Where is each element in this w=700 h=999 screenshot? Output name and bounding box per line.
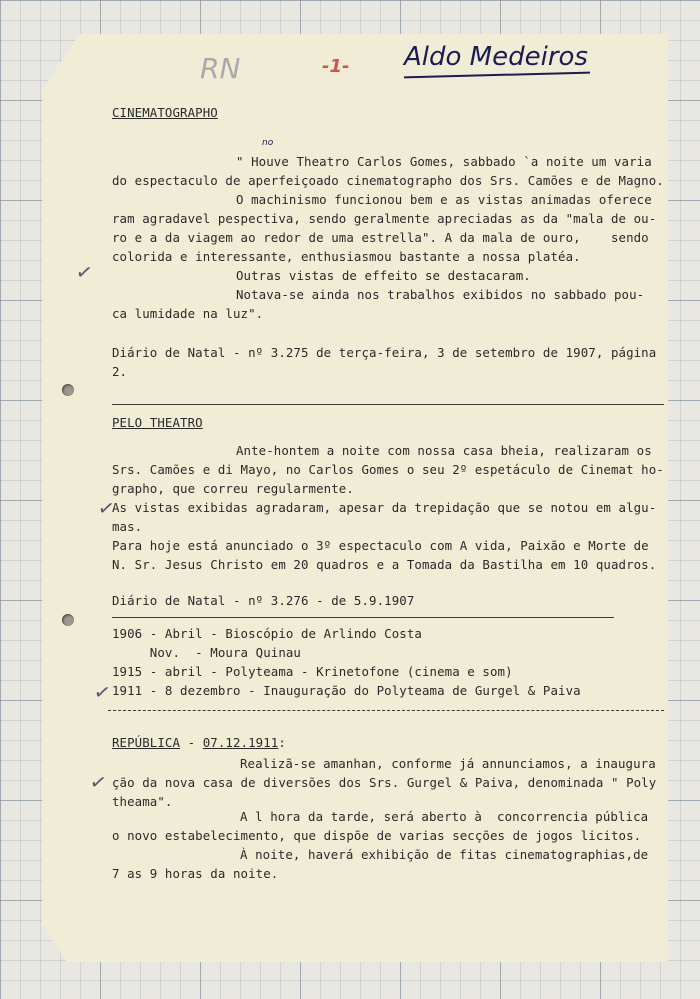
handwritten-annotation: no (262, 138, 274, 148)
paragraph-line: ram agradavel pespectiva, sendo geralmente apreciadas as da "mala de ou- (112, 211, 657, 226)
margin-mark: ✓ (74, 258, 95, 286)
handwritten-author-name: Aldo Medeiros (404, 42, 588, 72)
title-separator: - (180, 735, 203, 750)
paragraph-line: theama". (112, 794, 173, 809)
punch-hole (62, 614, 74, 626)
chronology-item: 1911 - 8 dezembro - Inauguração do Polyteama de Gurgel & Paiva (112, 683, 581, 698)
paragraph-line: grapho, que correu regularmente. (112, 481, 354, 496)
paragraph-line: As vistas exibidas agradaram, apesar da trepidação que se notou em algu- (112, 500, 657, 515)
paragraph-line: Outras vistas de effeito se destacaram. (236, 268, 531, 283)
source-citation: Diário de Natal - nº 3.275 de terça-feira, 3 de setembro de 1907, página (112, 345, 657, 360)
section-divider (112, 404, 664, 405)
newspaper-name: REPÚBLICA (112, 735, 181, 750)
paragraph-line: À noite, haverá exhibição de fitas cinematographias,de (240, 847, 649, 862)
newspaper-date: 07.12.1911 (202, 735, 279, 750)
margin-mark: ✓ (96, 494, 117, 522)
dashed-divider (108, 710, 664, 711)
title-suffix: : (278, 735, 286, 750)
section-title-republica (112, 736, 286, 750)
chronology-item: 1915 - abril - Polyteama - Krinetofone (cinema e som) (112, 664, 513, 679)
section-title-pelo-theatro: PELO THEATRO (112, 415, 203, 430)
margin-mark: ✓ (88, 768, 109, 796)
paragraph-line: ca lumidade na luz". (112, 306, 264, 321)
section-title-cinematographo: CINEMATOGRAPHO (112, 105, 218, 120)
paragraph-line: 7 as 9 horas da noite. (112, 866, 279, 881)
paragraph-line: Srs. Camões e di Mayo, no Carlos Gomes o seu 2º espetáculo de Cinemat ho- (112, 462, 664, 477)
section-divider (112, 617, 614, 618)
paragraph-line: N. Sr. Jesus Christo em 20 quadros e a Tomada da Bastilha em 10 quadros. (112, 557, 657, 572)
punch-hole (62, 384, 74, 396)
paragraph-line: colorida e interessante, enthusiasmou bastante a nossa platéa. (112, 249, 581, 264)
paragraph-line: ção da nova casa de diversões dos Srs. Gurgel & Paiva, denominada " Poly (112, 775, 657, 790)
chronology-item: 1906 - Abril - Bioscópio de Arlindo Costa (112, 626, 422, 641)
paragraph-line: A l hora da tarde, será aberto à concorrencia pública (240, 809, 649, 824)
source-citation: 2. (112, 364, 128, 379)
paragraph-line: o novo estabelecimento, que dispõe de varias secções de jogos licitos. (112, 828, 642, 843)
paragraph-line: " Houve Theatro Carlos Gomes, sabbado `a noite um varia (236, 154, 652, 169)
paragraph-line: ro e a da viagem ao redor de uma estrella". A da mala de ouro, sendo (112, 230, 649, 245)
source-citation: Diário de Natal - nº 3.276 - de 5.9.1907 (112, 593, 415, 608)
handwritten-initials: RN (200, 52, 241, 85)
paragraph-line: O machinismo funcionou bem e as vistas animadas oferece (236, 192, 652, 207)
chronology-item: Nov. - Moura Quinau (112, 645, 301, 660)
paragraph-line: Realizã-se amanhan, conforme já annunciamos, a inaugura (240, 756, 656, 771)
paragraph-line: mas. (112, 519, 143, 534)
margin-mark: ✓ (92, 678, 113, 706)
paragraph-line: Notava-se ainda nos trabalhos exibidos no sabbado pou- (236, 287, 645, 302)
handwritten-page-number: -1- (322, 56, 350, 77)
paragraph-line: do espectaculo de aperfeiçoado cinematographo dos Srs. Camões e de Magno. (112, 173, 664, 188)
paragraph-line: Para hoje está anunciado o 3º espectaculo com A vida, Paixão e Morte de (112, 538, 649, 553)
paragraph-line: Ante-hontem a noite com nossa casa bheia, realizaram os (236, 443, 652, 458)
